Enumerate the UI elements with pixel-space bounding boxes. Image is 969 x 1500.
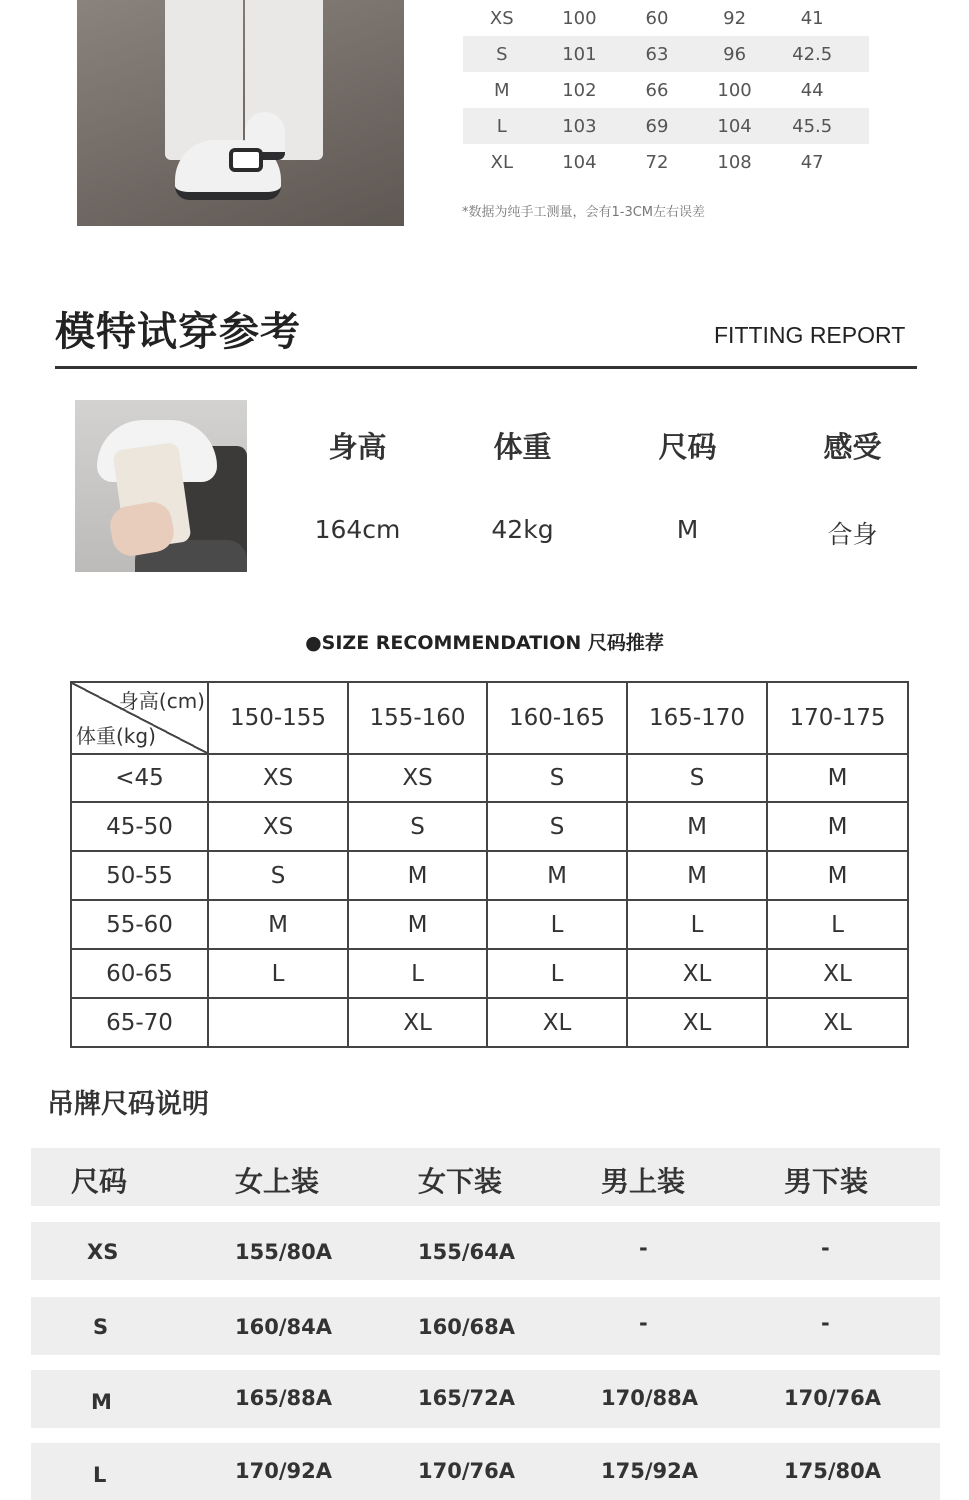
- table-row: [71, 949, 908, 998]
- row-header: 65-70: [71, 998, 208, 1047]
- table-cell: S: [487, 754, 627, 802]
- table-cell: XL: [627, 998, 767, 1047]
- fitting-label: 尺码: [658, 430, 717, 464]
- table-cell: 170/76A: [418, 1459, 515, 1483]
- table-cell: M: [627, 851, 767, 900]
- table-row: [71, 754, 908, 802]
- table-cell: [208, 998, 348, 1047]
- divider: [55, 366, 917, 369]
- product-photo: [77, 0, 404, 226]
- table-cell: M: [487, 851, 627, 900]
- table-cell: 160/84A: [235, 1315, 332, 1339]
- column-header: 男上装: [601, 1165, 686, 1198]
- size-recommendation-table: [70, 681, 909, 1048]
- table-cell: S: [487, 802, 627, 851]
- table-cell: S: [348, 802, 487, 851]
- measurement-table: [463, 0, 869, 180]
- table-cell: M: [348, 851, 487, 900]
- table-row: L 103 69 104 45.5: [463, 108, 869, 144]
- table-row: [31, 1443, 940, 1500]
- fitting-label: 感受: [823, 430, 882, 464]
- table-row: [71, 802, 908, 851]
- column-header: 女下装: [418, 1165, 503, 1198]
- column-header: 男下装: [784, 1165, 869, 1198]
- table-cell: XS: [208, 802, 348, 851]
- table-row: M 102 66 100 44: [494, 79, 824, 101]
- table-cell: XL: [767, 949, 908, 998]
- table-cell: L: [208, 949, 348, 998]
- section-subtitle: FITTING REPORT: [714, 322, 906, 348]
- table-cell: M: [208, 900, 348, 949]
- table-row: [71, 851, 908, 900]
- table-cell: XS: [348, 754, 487, 802]
- table-cell: 170/76A: [784, 1386, 881, 1410]
- column-header: 150-155: [208, 682, 348, 754]
- table-cell: XL: [487, 998, 627, 1047]
- column-header: 女上装: [235, 1165, 320, 1198]
- size-cell: L: [93, 1463, 107, 1487]
- section-title: 模特试穿参考: [55, 309, 301, 355]
- column-header: 尺码: [71, 1165, 128, 1198]
- table-cell: XS: [208, 754, 348, 802]
- table-cell: L: [487, 900, 627, 949]
- table-row: XL 104 72 108 47: [490, 151, 824, 173]
- table-cell: 155/64A: [418, 1240, 515, 1264]
- table-cell: 165/72A: [418, 1386, 515, 1410]
- table-cell: M: [767, 851, 908, 900]
- table-cell: L: [627, 900, 767, 949]
- table-cell: M: [348, 900, 487, 949]
- row-header: 45-50: [71, 802, 208, 851]
- pant-leg: [165, 0, 243, 160]
- fitting-label: 身高: [328, 430, 387, 464]
- table-cell: -: [639, 1236, 648, 1260]
- weight-axis-label: 体重(kg): [76, 724, 156, 748]
- table-cell: 170/88A: [601, 1386, 698, 1410]
- table-cell: 155/80A: [235, 1240, 332, 1264]
- row-header: 60-65: [71, 949, 208, 998]
- table-cell: 160/68A: [418, 1315, 515, 1339]
- tag-table-header: [31, 1148, 940, 1206]
- size-cell: XS: [87, 1240, 119, 1264]
- table-cell: XL: [627, 949, 767, 998]
- table-cell: M: [627, 802, 767, 851]
- table-row: [71, 900, 908, 949]
- recommendation-title: ●SIZE RECOMMENDATION 尺码推荐: [305, 632, 664, 654]
- table-cell: XL: [767, 998, 908, 1047]
- row-header: 50-55: [71, 851, 208, 900]
- fitting-label: 体重: [493, 430, 552, 464]
- row-header: 55-60: [71, 900, 208, 949]
- size-cell: S: [93, 1315, 109, 1339]
- measurement-note: *数据为纯手工测量，会有1-3CM左右误差: [462, 205, 706, 220]
- table-cell: S: [627, 754, 767, 802]
- table-cell: L: [767, 900, 908, 949]
- table-row: [31, 1222, 940, 1280]
- shoe-detail: [229, 148, 263, 172]
- table-cell: -: [821, 1236, 830, 1260]
- table-cell: 170/92A: [235, 1459, 332, 1483]
- table-row: [71, 998, 908, 1047]
- fitting-value: 42kg: [491, 515, 554, 544]
- model-photo: [75, 400, 247, 572]
- fitting-value: M: [676, 515, 699, 544]
- table-row: [31, 1370, 940, 1428]
- fitting-value: 164cm: [314, 515, 401, 544]
- tag-size-title: 吊牌尺码说明: [47, 1089, 209, 1120]
- column-header: 160-165: [487, 682, 627, 754]
- table-cell: -: [821, 1311, 830, 1335]
- table-row: XS 100 60 92 41: [489, 7, 824, 29]
- height-axis-label: 身高(cm): [118, 689, 205, 713]
- table-cell: M: [767, 802, 908, 851]
- table-row: [31, 1297, 940, 1355]
- fitting-value: 合身: [827, 520, 878, 549]
- table-cell: L: [487, 949, 627, 998]
- column-header: 170-175: [767, 682, 908, 754]
- table-header-row: [71, 682, 908, 754]
- size-cell: M: [91, 1390, 112, 1414]
- table-cell: -: [639, 1311, 648, 1335]
- table-cell: S: [208, 851, 348, 900]
- column-header: 155-160: [348, 682, 487, 754]
- column-header: 165-170: [627, 682, 767, 754]
- table-cell: L: [348, 949, 487, 998]
- table-row: S 101 63 96 42.5: [463, 36, 869, 72]
- table-cell: M: [767, 754, 908, 802]
- row-header: <45: [71, 754, 208, 802]
- table-cell: 165/88A: [235, 1386, 332, 1410]
- corner-header: [71, 682, 208, 754]
- table-cell: 175/92A: [601, 1459, 698, 1483]
- table-cell: XL: [348, 998, 487, 1047]
- table-cell: 175/80A: [784, 1459, 881, 1483]
